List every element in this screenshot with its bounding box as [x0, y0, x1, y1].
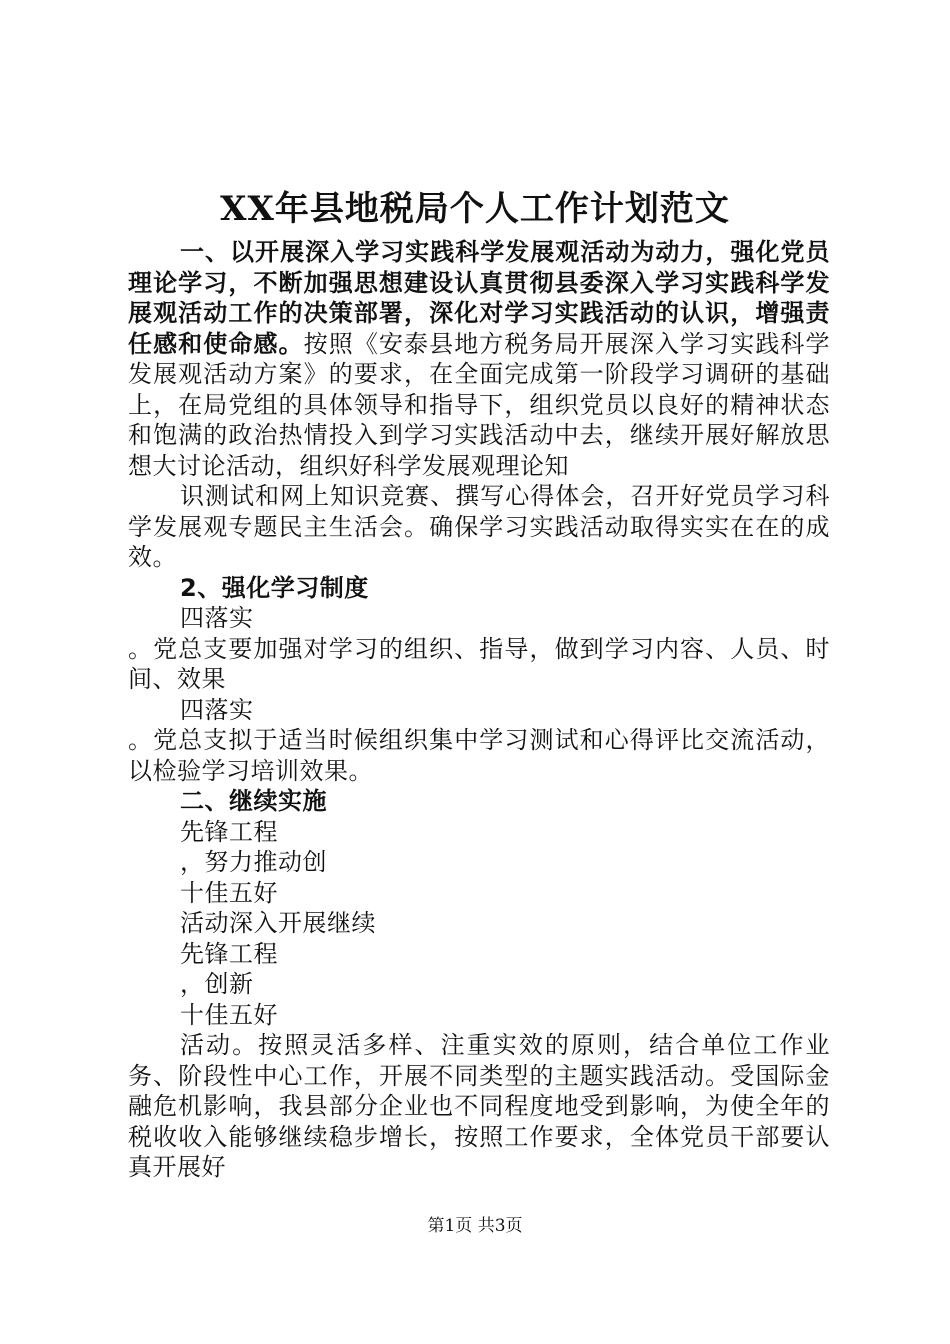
line-vanguard-project-1: 先锋工程	[180, 817, 278, 846]
line-four-implementations-1: 四落实	[180, 604, 254, 632]
paragraph-party-branch-2: 。党总支拟于适当时候组织集中学习测试和心得评比交流活动，以检验学习培训效果。	[128, 726, 830, 785]
heading-strengthen-study: 2、强化学习制度	[180, 573, 369, 602]
heading-continue-implement: 二、继续实施	[180, 787, 327, 815]
paragraph-1	[128, 237, 830, 481]
line-promote-create: ，努力推动创	[180, 848, 327, 876]
paragraph-party-branch-1: 。党总支要加强对学习的组织、指导，做到学习内容、人员、时间、效果	[128, 634, 830, 693]
document-body	[128, 237, 830, 1183]
line-innovate: ，创新	[180, 970, 254, 998]
paragraph-1-bold-lead: 一、以开展深入学习实践科学发展观活动为动力，强化党员理论学习，不断加强思想建设认真贯彻县委深入学习实践科学发展观活动工作的决策部署，深化对学习实践活动的认识，增强责任感和使命感。	[128, 238, 830, 358]
line-ten-best-five-good-2: 十佳五好	[180, 1000, 278, 1029]
paragraph-1-text: 按照《安泰县地方税务局开展深入学习实践科学发展观活动方案》的要求，在全面完成第一阶段学习调研的基础上，在局党组的具体领导和指导下，组织党员以良好的精神状态和饱满的政治热情投入到学习实践活动中去，继续开展好解放思想大讨论活动，组织好科学发展观理论知	[128, 329, 831, 480]
line-ten-best-five-good-1: 十佳五好	[180, 878, 278, 907]
paragraph-2: 识测试和网上知识竞赛、撰写心得体会，召开好党员学习科学发展观专题民主生活会。确保学习实践活动取得实实在在的成效。	[128, 482, 830, 571]
document-title: XX年县地税局个人工作计划范文	[220, 189, 730, 229]
line-four-implementations-2: 四落实	[180, 695, 254, 724]
line-vanguard-project-2: 先锋工程	[180, 939, 278, 968]
page-footer: 第1页 共3页	[427, 1216, 523, 1236]
paragraph-activities: 活动。按照灵活多样、注重实效的原则，结合单位工作业务、阶段性中心工作，开展不同类型的主题实践活动。受国际金融危机影响，我县部分企业也不同程度地受到影响，为使全年的税收收入能够继续稳步增长，按照工作要求，全体党员干部要认真开展好	[128, 1031, 830, 1181]
line-activity-continue: 活动深入开展继续	[180, 909, 376, 937]
